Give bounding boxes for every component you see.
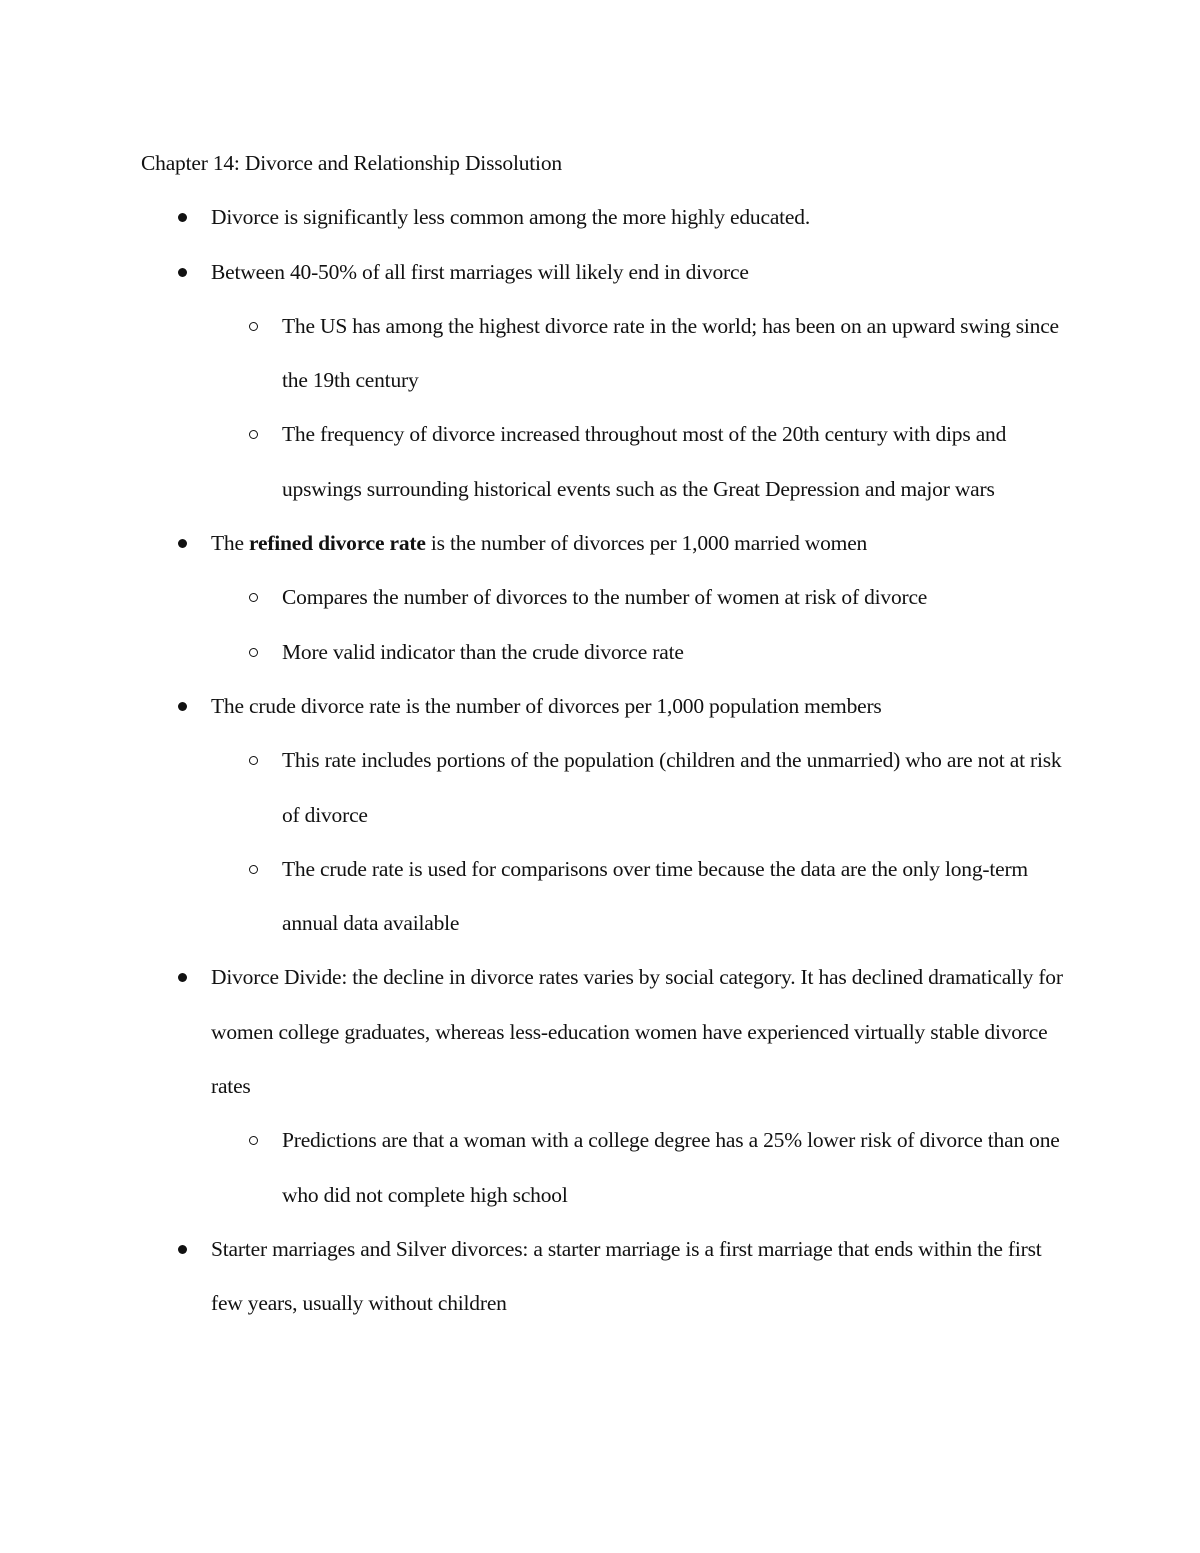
bullet-ring-icon (249, 1136, 258, 1145)
sub-bullet-item (141, 625, 1071, 679)
sub-bullet-text: The US has among the highest divorce rate in the world; has been on an upward swing since the 19th century (282, 313, 1059, 393)
bullet-ring-icon (249, 648, 258, 657)
bullet-ring-icon (249, 593, 258, 602)
sub-bullet-item (141, 299, 1071, 408)
bullet-dot-icon (178, 213, 187, 222)
bullet-text: Between 40-50% of all first marriages will likely end in divorce (211, 259, 749, 284)
bullet-item (141, 516, 1071, 570)
bullet-text-prefix: The (211, 531, 250, 556)
bullet-ring-icon (249, 322, 258, 331)
sub-bullet-text: This rate includes portions of the population (children and the unmarried) who are not at risk of divorce (282, 748, 1062, 827)
bullet-text: Divorce is significantly less common among the more highly educated. (211, 205, 811, 230)
bold-term: refined divorce rate (249, 531, 426, 556)
sub-bullet-text: The frequency of divorce increased throughout most of the 20th century with dips and upswings surrounding historical events such as the Great Depression and major wars (282, 422, 1007, 501)
bullet-text: Starter marriages and Silver divorces: a starter marriage is a first marriage that ends within the first few years, usually without children (211, 1236, 1042, 1316)
bullet-text-suffix: is the number of divorces per 1,000 married women (425, 531, 868, 556)
sub-bullet-text: The crude rate is used for comparisons over time because the data are the only long-term annual data available (282, 856, 1028, 936)
chapter-title: Chapter 14: Divorce and Relationship Dissolution (141, 151, 562, 175)
sub-bullet-text: More valid indicator than the crude divorce rate (282, 639, 684, 664)
bullet-item (141, 245, 1071, 299)
bullet-ring-icon (249, 430, 258, 439)
sub-bullet-item (141, 407, 1071, 516)
bullet-item (141, 1222, 1071, 1331)
sub-bullet-item (141, 1113, 1071, 1222)
bullet-dot-icon (178, 973, 187, 982)
sub-bullet-item (141, 570, 1071, 624)
bullet-text: Divorce Divide: the decline in divorce rates varies by social category. It has declined dramatically for women college graduates, whereas less-education women have experienced virtually stable divorce rates (211, 965, 1063, 1099)
bullet-dot-icon (178, 268, 187, 277)
sub-bullet-text: Compares the number of divorces to the number of women at risk of divorce (282, 585, 928, 610)
notes-list (141, 190, 1071, 1330)
document-body (141, 136, 1071, 1331)
bullet-dot-icon (178, 1245, 187, 1254)
bullet-dot-icon (178, 539, 187, 548)
sub-bullet-item (141, 842, 1071, 951)
bullet-dot-icon (178, 702, 187, 711)
bullet-item (141, 950, 1071, 1113)
bullet-text: The crude divorce rate is the number of divorces per 1,000 population members (211, 693, 882, 718)
sub-bullet-item (141, 733, 1071, 842)
bullet-item (141, 190, 1071, 244)
bullet-ring-icon (249, 865, 258, 874)
bullet-ring-icon (249, 756, 258, 765)
bullet-item (141, 679, 1071, 733)
sub-bullet-text: Predictions are that a woman with a college degree has a 25% lower risk of divorce than one who did not complete high school (282, 1128, 1060, 1207)
